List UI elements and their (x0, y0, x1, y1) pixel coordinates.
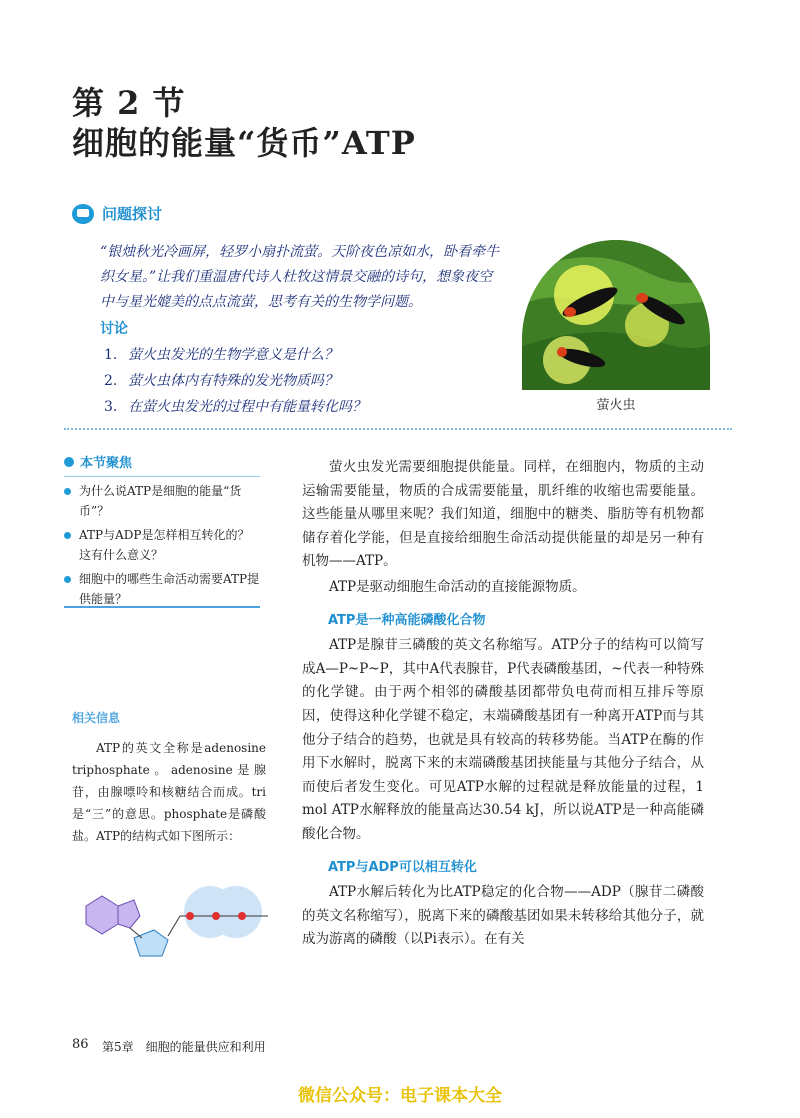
focus-box (64, 452, 260, 608)
bullet-icon (64, 488, 71, 495)
list-item: 细胞中的哪些生命活动需要ATP提供能量？ (64, 569, 260, 609)
bullet-icon (64, 576, 71, 583)
watermark-text: 微信公众号：电子课本大全 (298, 1086, 502, 1106)
poem-text: “银烛秋光冷画屏，轻罗小扇扑流萤。天阶夜色凉如水，卧看牵牛织女星。”让我们重温唐代诗人杜牧这情景交融的诗句，想象夜空中与星光媲美的点点流萤，思考有关的生物学问题。 (100, 244, 500, 310)
speech-bubble-icon (72, 204, 94, 224)
list-item: 2. 萤火虫体内有特殊的发光物质吗？ (104, 373, 338, 389)
chapter-title: 第5章 细胞的能量供应和利用 (102, 1040, 266, 1054)
paragraph: ATP水解后转化为比ATP稳定的化合物——ADP（腺苷二磷酸的英文名称缩写），脱离下来的磷酸基团如果未转移给其他分子，就成为游离的磷酸（以Pi表示）。在有关 (302, 884, 704, 948)
question-box-header (72, 203, 162, 224)
subheading: ATP是一种高能磷酸化合物 (328, 612, 486, 628)
focus-divider (64, 606, 260, 608)
list-item: 1. 萤火虫发光的生物学意义是什么？ (104, 347, 338, 363)
photo-caption: 萤火虫 (596, 398, 636, 413)
list-item: 为什么说ATP是细胞的能量“货币”？ (64, 481, 260, 521)
atp-structure-diagram (72, 866, 268, 962)
discussion-questions (104, 342, 366, 420)
firefly-photo (522, 240, 710, 390)
paragraph: ATP是腺苷三磷酸的英文名称缩写。ATP分子的结构可以简写成A—P~P~P，其中A代表腺苷，P代表磷酸基团，~代表一种特殊的化学键。由于两个相邻的磷酸基团都带负电荷而相互排斥等原因，使得这种化学键不稳定，末端磷酸基团有一种离开ATP而与其他分子结合的趋势，也就是具有较高的转移势能。当ATP在酶的作用下水解时，脱离下来的末端磷酸基团挟能量与其他分子结合，从而使后者发生变化。可见ATP水解的过程就是释放能量的过程，1 mol ATP水解释放的能量高达30.54 kJ，所以说ATP是一种高能磷酸化合物。 (302, 637, 704, 842)
focus-title: 本节聚焦 (80, 456, 133, 471)
question-box-title: 问题探讨 (102, 205, 163, 223)
related-info-text: ATP的英文全称是adenosine triphosphate。adenosine是腺苷，由腺嘌呤和核糖结合而成。tri是“三”的意思。phosphate是磷酸盐。ATP的结构式如下图所示： (72, 741, 266, 843)
paragraph: 萤火虫发光需要细胞提供能量。同样，在细胞内，物质的主动运输需要能量，物质的合成需要能量，肌纤维的收缩也需要能量。这些能量从哪里来呢？我们知道，细胞中的糖类、脂肪等有机物都储存着化学能，但是直接给细胞生命活动提供能量的却是另一种有机物——ATP。 (302, 459, 704, 570)
paragraph: ATP是驱动细胞生命活动的直接能源物质。 (329, 578, 586, 595)
bullet-icon (64, 457, 74, 467)
list-item: 3. 在萤火虫发光的过程中有能量转化吗？ (104, 399, 366, 415)
discussion-label: 讨论 (100, 321, 128, 337)
page-number: 86 (72, 1037, 89, 1052)
section-number: 第 2 节 (72, 84, 186, 122)
page-title: 细胞的能量“货币”ATP (72, 124, 416, 162)
main-text (302, 456, 704, 952)
focus-rule (64, 476, 260, 477)
related-info-label: 相关信息 (72, 711, 121, 725)
list-item: ATP与ADP是怎样相互转化的？这有什么意义？ (64, 525, 260, 565)
bullet-icon (64, 532, 71, 539)
dotted-divider (64, 428, 732, 430)
subheading: ATP与ADP可以相互转化 (328, 859, 477, 875)
